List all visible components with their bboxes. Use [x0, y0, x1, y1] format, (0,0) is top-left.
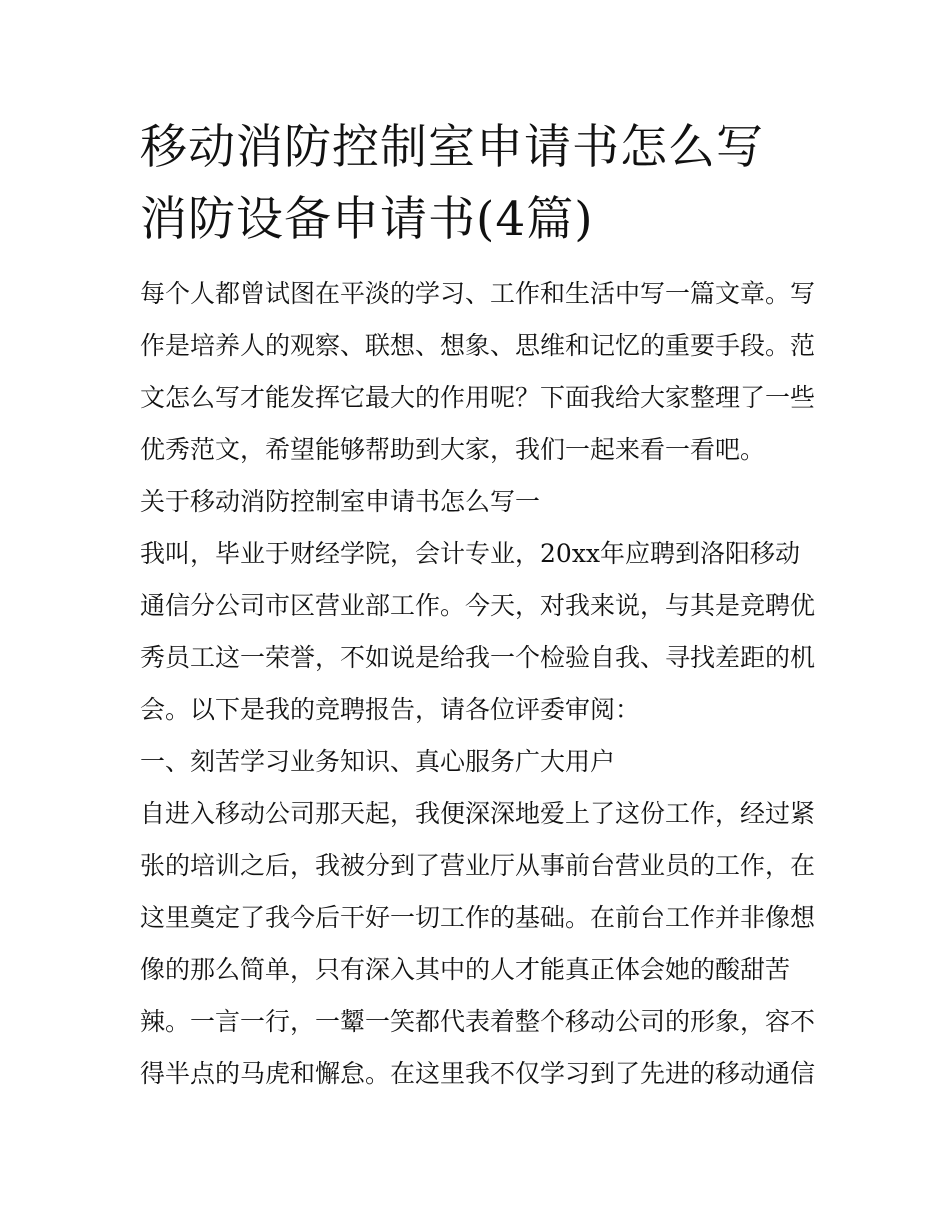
title-line-2: 消防设备申请书(4篇): [140, 192, 594, 247]
title-line-1: 移动消防控制室申请书怎么写: [140, 120, 764, 175]
section-heading: 关于移动消防控制室申请书怎么写一: [140, 487, 541, 516]
subheading-1: 一、刻苦学习业务知识、真心服务广大用户: [140, 747, 616, 776]
document-page: [140, 112, 815, 1100]
intro-paragraph: 每个人都曾试图在平淡的学习、工作和生活中写一篇文章。写作是培养人的观察、联想、想象、思维和记忆的重要手段。范文怎么写才能发挥它最大的作用呢？下面我给大家整理了一些优秀范文，希望能够帮助到大家，我们一起来看一看吧。: [140, 279, 816, 464]
body-paragraph-2: 自进入移动公司那天起，我便深深地爱上了这份工作，经过紧张的培训之后，我被分到了营业厅从事前台营业员的工作，在这里奠定了我今后干好一切工作的基础。在前台工作并非像想像的那么简单，只有深入其中的人才能真正体会她的酸甜苦辣。一言一行，一颦一笑都代表着整个移动公司的形象，容不得半点的马虎和懈怠。在这里我不仅学习到了先进的移动通信: [140, 799, 816, 1088]
document-body: [140, 268, 815, 1100]
body-paragraph-1: 我叫，毕业于财经学院，会计专业，20xx年应聘到洛阳移动通信分公司市区营业部工作。今天，对我来说，与其是竞聘优秀员工这一荣誉，不如说是给我一个检验自我、寻找差距的机会。以下是我的竞聘报告，请各位评委审阅：: [140, 539, 816, 724]
document-title: [140, 112, 815, 256]
